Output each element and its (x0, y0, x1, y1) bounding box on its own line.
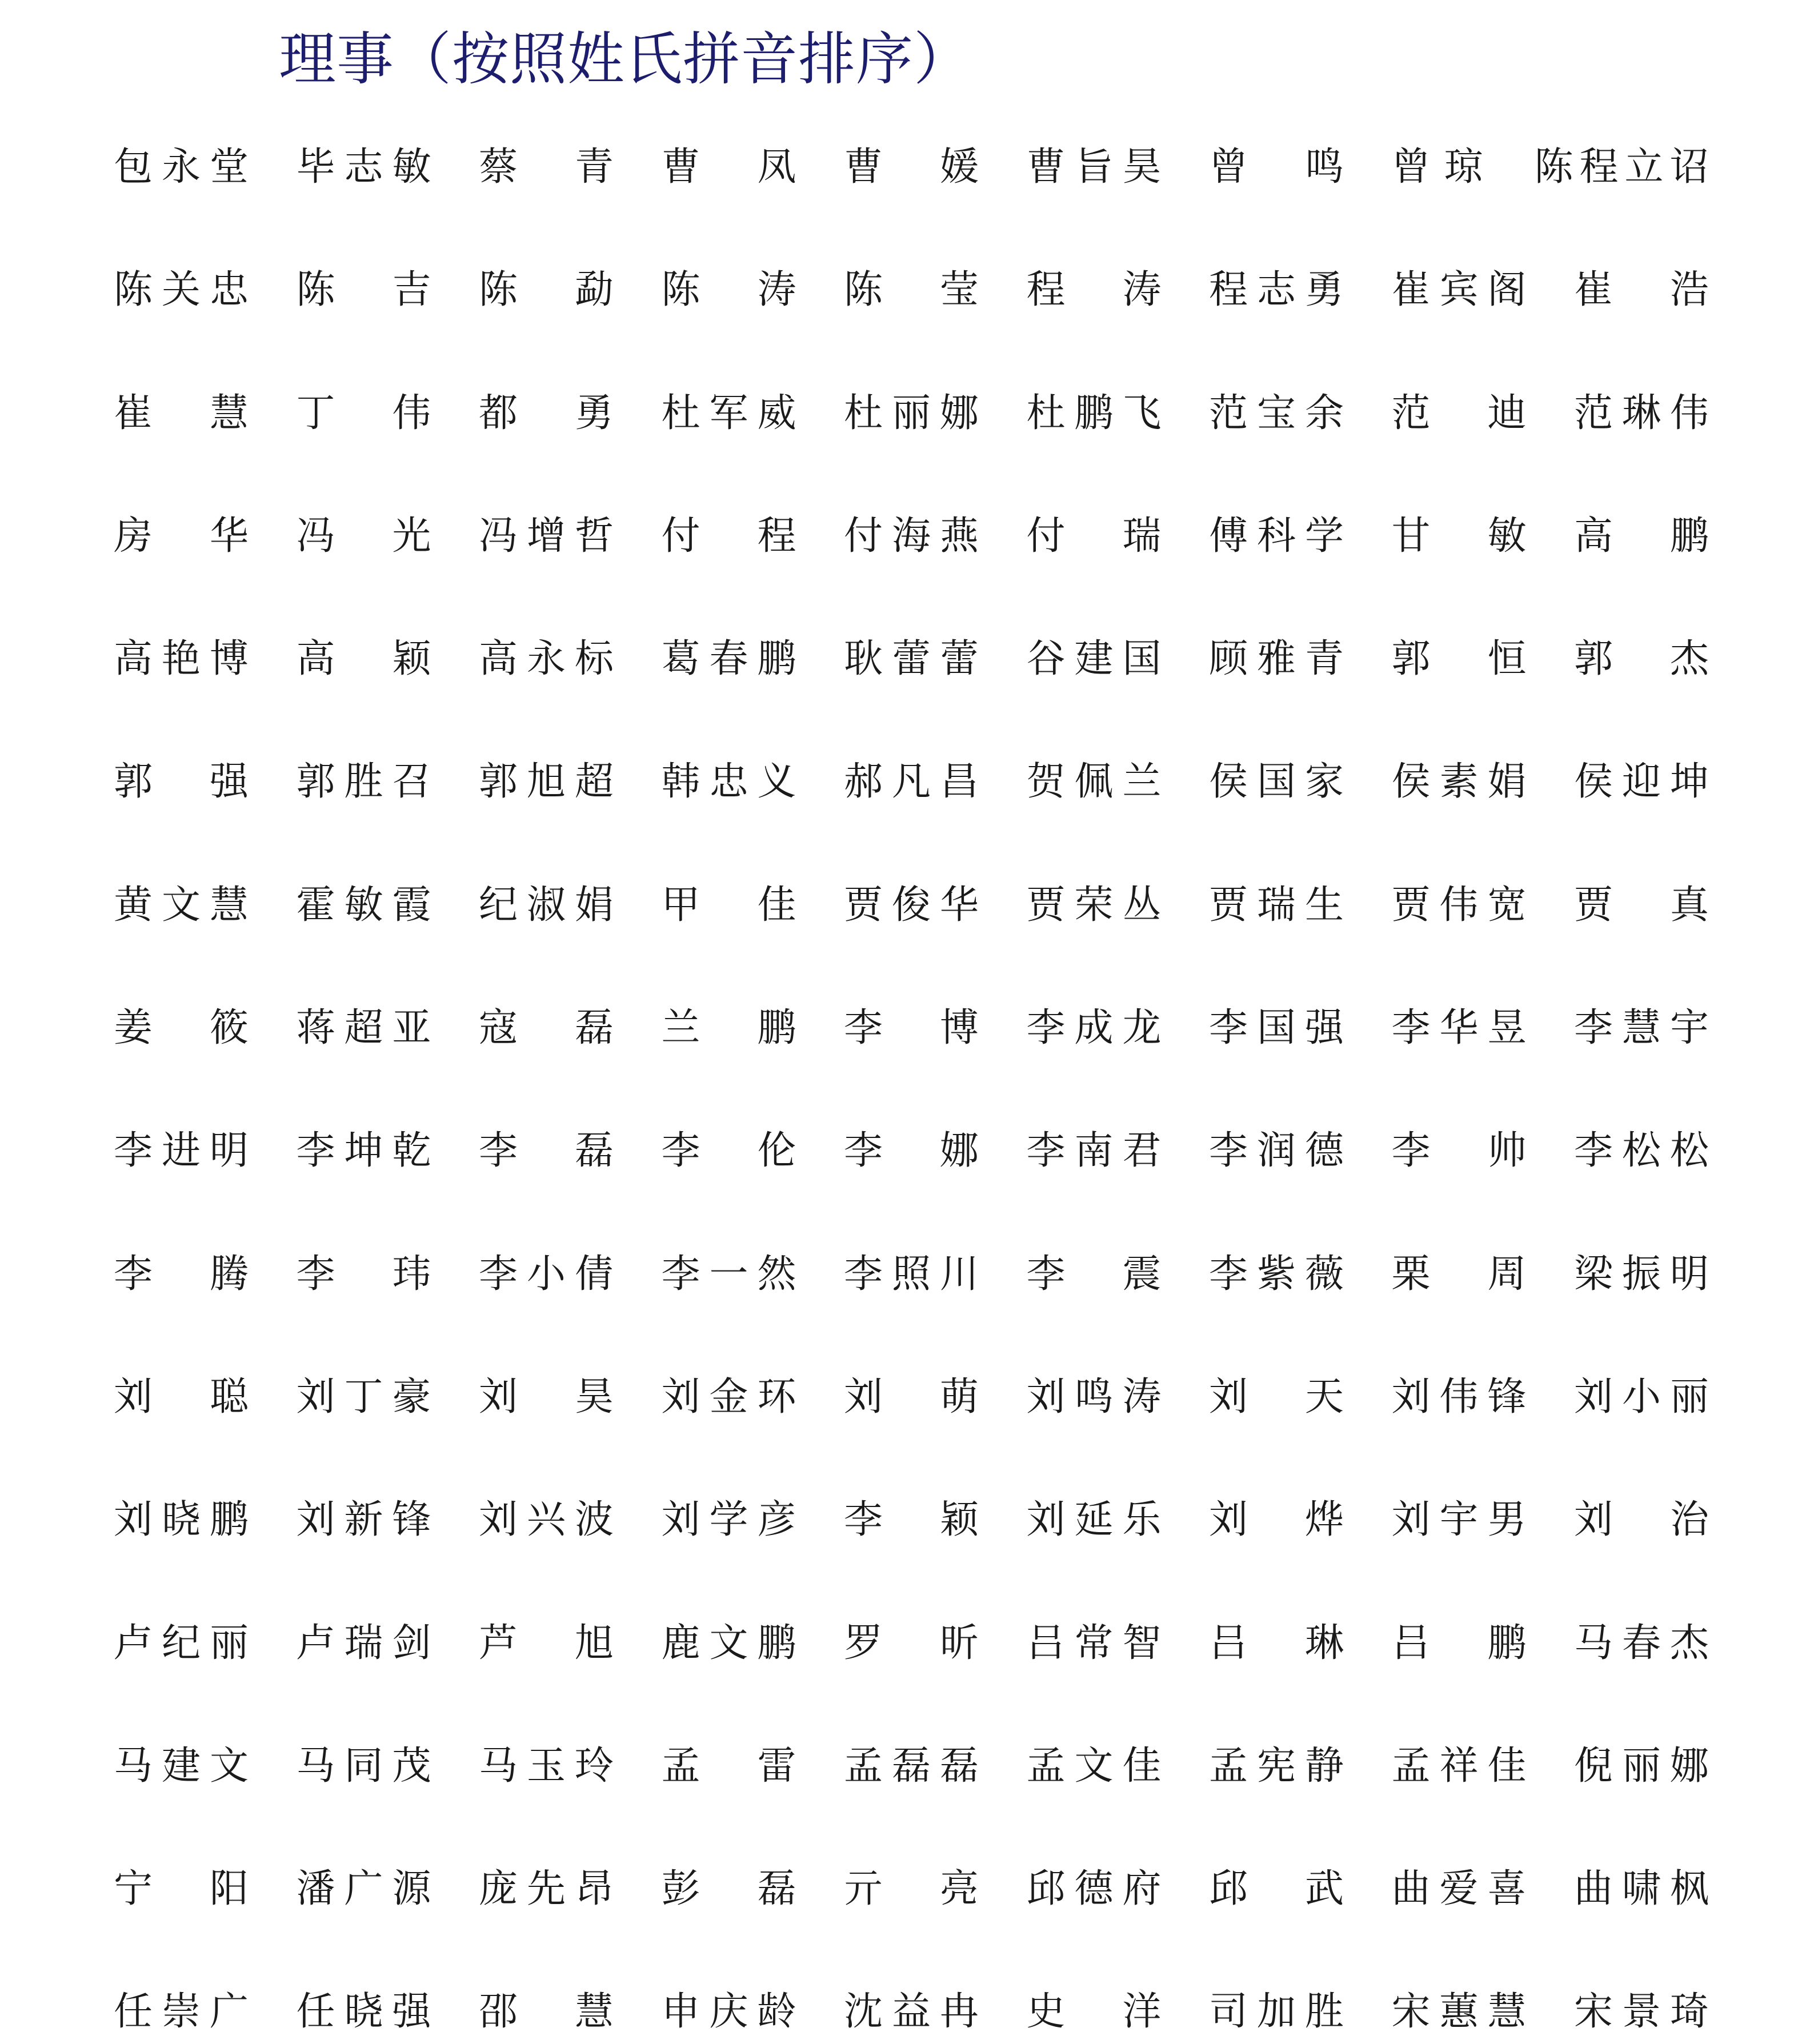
member-name: 曾 鸣 (1209, 145, 1344, 190)
member-name: 刘 丁 豪 (296, 1374, 431, 1420)
member-name: 邱 德 府 (1026, 1866, 1162, 1912)
member-name: 陈 程 立 诏 (1534, 145, 1709, 190)
member-name: 贾 荣 丛 (1026, 882, 1162, 928)
member-name: 程 志 勇 (1209, 267, 1344, 313)
member-name: 杜 丽 娜 (844, 390, 979, 436)
member-name: 李 紫 薇 (1209, 1251, 1344, 1297)
member-name: 吕 琳 (1209, 1620, 1344, 1666)
member-name: 马 春 杰 (1574, 1620, 1709, 1666)
member-name: 冯 光 (296, 513, 431, 559)
member-name: 崔 浩 (1574, 267, 1709, 313)
member-name: 申 庆 龄 (661, 1989, 796, 2035)
member-name: 侯 国 家 (1209, 759, 1344, 805)
member-name: 倪 丽 娜 (1574, 1743, 1709, 1789)
roster-row (114, 1744, 1709, 1789)
member-name: 甘 敏 (1391, 513, 1527, 559)
member-name: 李 进 明 (114, 1128, 249, 1174)
member-name: 蔡 青 (479, 145, 614, 190)
member-name: 刘 鸣 涛 (1026, 1374, 1162, 1420)
member-name: 都 勇 (479, 390, 614, 436)
member-name: 郭 强 (114, 759, 249, 805)
member-name: 曾 琼 (1391, 145, 1483, 190)
member-name: 郭 杰 (1574, 636, 1709, 682)
member-name: 刘 聪 (114, 1374, 249, 1420)
member-name: 曹 凤 (661, 145, 796, 190)
member-name: 贾 瑞 生 (1209, 882, 1344, 928)
member-name: 兰 鹏 (661, 1005, 796, 1051)
member-name: 孟 祥 佳 (1391, 1743, 1527, 1789)
member-name: 陈 莹 (844, 267, 979, 313)
roster-row (114, 1497, 1709, 1543)
roster-row (114, 636, 1709, 682)
member-name: 芦 旭 (479, 1620, 614, 1666)
member-name: 宁 阳 (114, 1866, 249, 1912)
member-name: 霍 敏 霞 (296, 882, 431, 928)
roster-row (114, 514, 1709, 559)
roster-row (114, 759, 1709, 805)
member-name: 刘 小 丽 (1574, 1374, 1709, 1420)
member-name: 任 晓 强 (296, 1989, 431, 2035)
roster-row (114, 1989, 1709, 2035)
member-name: 房 华 (114, 513, 249, 559)
member-name: 付 程 (661, 513, 796, 559)
member-name: 李 成 龙 (1026, 1005, 1162, 1051)
member-name: 李 国 强 (1209, 1005, 1344, 1051)
member-name: 任 崇 广 (114, 1989, 249, 2035)
member-name: 姜 筱 (114, 1005, 249, 1051)
member-name: 刘 萌 (844, 1374, 979, 1420)
roster-row (114, 1128, 1709, 1174)
member-name: 史 洋 (1026, 1989, 1162, 2035)
roster-row (114, 145, 1709, 190)
member-name: 吕 常 智 (1026, 1620, 1162, 1666)
member-name: 刘 兴 波 (479, 1497, 614, 1543)
member-name: 葛 春 鹏 (661, 636, 796, 682)
member-name: 孟 雷 (661, 1743, 796, 1789)
member-name: 李 南 君 (1026, 1128, 1162, 1174)
member-name: 杜 军 威 (661, 390, 796, 436)
member-name: 耿 蕾 蕾 (844, 636, 979, 682)
member-name: 刘 延 乐 (1026, 1497, 1162, 1543)
member-name: 蒋 超 亚 (296, 1005, 431, 1051)
roster-row (114, 883, 1709, 928)
member-name: 陈 涛 (661, 267, 796, 313)
member-name: 顾 雅 青 (1209, 636, 1344, 682)
member-name: 崔 宾 阁 (1391, 267, 1527, 313)
member-name: 李 帅 (1391, 1128, 1527, 1174)
member-name: 李 娜 (844, 1128, 979, 1174)
member-name: 邱 武 (1209, 1866, 1344, 1912)
roster-row (114, 1621, 1709, 1666)
member-name: 亓 亮 (844, 1866, 979, 1912)
member-name: 孟 宪 静 (1209, 1743, 1344, 1789)
member-name: 李 坤 乾 (296, 1128, 431, 1174)
member-name: 韩 忠 义 (661, 759, 796, 805)
member-name: 刘 治 (1574, 1497, 1709, 1543)
member-name: 贺 佩 兰 (1026, 759, 1162, 805)
member-name: 曹 旨 昊 (1026, 145, 1162, 190)
member-name: 杜 鹏 飞 (1026, 390, 1162, 436)
member-name: 付 瑞 (1026, 513, 1162, 559)
roster-row (114, 391, 1709, 436)
member-name: 侯 迎 坤 (1574, 759, 1709, 805)
member-name: 李 玮 (296, 1251, 431, 1297)
member-name: 司 加 胜 (1209, 1989, 1344, 2035)
member-name: 宋 蕙 慧 (1391, 1989, 1527, 2035)
member-name: 刘 天 (1209, 1374, 1344, 1420)
member-name: 曲 啸 枫 (1574, 1866, 1709, 1912)
member-name: 范 琳 伟 (1574, 390, 1709, 436)
roster-grid (114, 145, 1709, 2035)
member-name: 郭 旭 超 (479, 759, 614, 805)
member-name: 宋 景 琦 (1574, 1989, 1709, 2035)
member-name: 毕 志 敏 (296, 145, 431, 190)
member-name: 范 迪 (1391, 390, 1527, 436)
member-name: 李 润 德 (1209, 1128, 1344, 1174)
member-name: 李 松 松 (1574, 1128, 1709, 1174)
member-name: 刘 晓 鹏 (114, 1497, 249, 1543)
member-name: 栗 周 (1391, 1251, 1527, 1297)
member-name: 孟 磊 磊 (844, 1743, 979, 1789)
member-name: 甲 佳 (661, 882, 796, 928)
member-name: 贾 真 (1574, 882, 1709, 928)
member-name: 鹿 文 鹏 (661, 1620, 796, 1666)
page-title: 理事（按照姓氏拼音排序） (279, 26, 971, 93)
member-name: 郭 恒 (1391, 636, 1527, 682)
member-name: 谷 建 国 (1026, 636, 1162, 682)
member-name: 陈 吉 (296, 267, 431, 313)
member-name: 马 玉 玲 (479, 1743, 614, 1789)
member-name: 马 同 茂 (296, 1743, 431, 1789)
member-name: 李 磊 (479, 1128, 614, 1174)
member-name: 刘 伟 锋 (1391, 1374, 1527, 1420)
member-name: 贾 伟 宽 (1391, 882, 1527, 928)
member-name: 纪 淑 娟 (479, 882, 614, 928)
member-name: 陈 勐 (479, 267, 614, 313)
member-name: 刘 烨 (1209, 1497, 1344, 1543)
member-name: 刘 学 彦 (661, 1497, 796, 1543)
member-name: 孟 文 佳 (1026, 1743, 1162, 1789)
member-name: 包 永 堂 (114, 145, 249, 190)
member-name: 寇 磊 (479, 1005, 614, 1051)
member-name: 郭 胜 召 (296, 759, 431, 805)
member-name: 梁 振 明 (1574, 1251, 1709, 1297)
roster-row (114, 1374, 1709, 1420)
member-name: 曹 媛 (844, 145, 979, 190)
member-name: 范 宝 余 (1209, 390, 1344, 436)
member-name: 李 伦 (661, 1128, 796, 1174)
member-name: 付 海 燕 (844, 513, 979, 559)
member-name: 黄 文 慧 (114, 882, 249, 928)
member-name: 潘 广 源 (296, 1866, 431, 1912)
roster-row (114, 1866, 1709, 1912)
member-name: 李 震 (1026, 1251, 1162, 1297)
member-name: 高 鹏 (1574, 513, 1709, 559)
member-name: 贾 俊 华 (844, 882, 979, 928)
member-name: 庞 先 昂 (479, 1866, 614, 1912)
member-name: 卢 瑞 剑 (296, 1620, 431, 1666)
roster-row (114, 267, 1709, 313)
member-name: 郝 凡 昌 (844, 759, 979, 805)
member-name: 邵 慧 (479, 1989, 614, 2035)
member-name: 李 小 倩 (479, 1251, 614, 1297)
member-name: 彭 磊 (661, 1866, 796, 1912)
roster-row (114, 1252, 1709, 1297)
member-name: 高 颖 (296, 636, 431, 682)
member-name: 马 建 文 (114, 1743, 249, 1789)
member-name: 李 照 川 (844, 1251, 979, 1297)
member-name: 程 涛 (1026, 267, 1162, 313)
member-name: 李 华 昱 (1391, 1005, 1527, 1051)
member-name: 侯 素 娟 (1391, 759, 1527, 805)
member-name: 冯 增 哲 (479, 513, 614, 559)
member-name: 李 博 (844, 1005, 979, 1051)
member-name: 丁 伟 (296, 390, 431, 436)
member-name: 曲 爱 喜 (1391, 1866, 1527, 1912)
member-name: 陈 关 忠 (114, 267, 249, 313)
member-name: 高 艳 博 (114, 636, 249, 682)
member-name: 吕 鹏 (1391, 1620, 1527, 1666)
member-name: 李 一 然 (661, 1251, 796, 1297)
member-name: 高 永 标 (479, 636, 614, 682)
member-name: 刘 昊 (479, 1374, 614, 1420)
member-name: 罗 昕 (844, 1620, 979, 1666)
member-name: 刘 金 环 (661, 1374, 796, 1420)
member-name: 李 腾 (114, 1251, 249, 1297)
member-name: 沈 益 冉 (844, 1989, 979, 2035)
member-name: 傅 科 学 (1209, 513, 1344, 559)
member-name: 崔 慧 (114, 390, 249, 436)
member-name: 刘 宇 男 (1391, 1497, 1527, 1543)
member-name: 李 颖 (844, 1497, 979, 1543)
member-name: 刘 新 锋 (296, 1497, 431, 1543)
member-name: 李 慧 宇 (1574, 1005, 1709, 1051)
member-name: 卢 纪 丽 (114, 1620, 249, 1666)
roster-row (114, 1005, 1709, 1051)
